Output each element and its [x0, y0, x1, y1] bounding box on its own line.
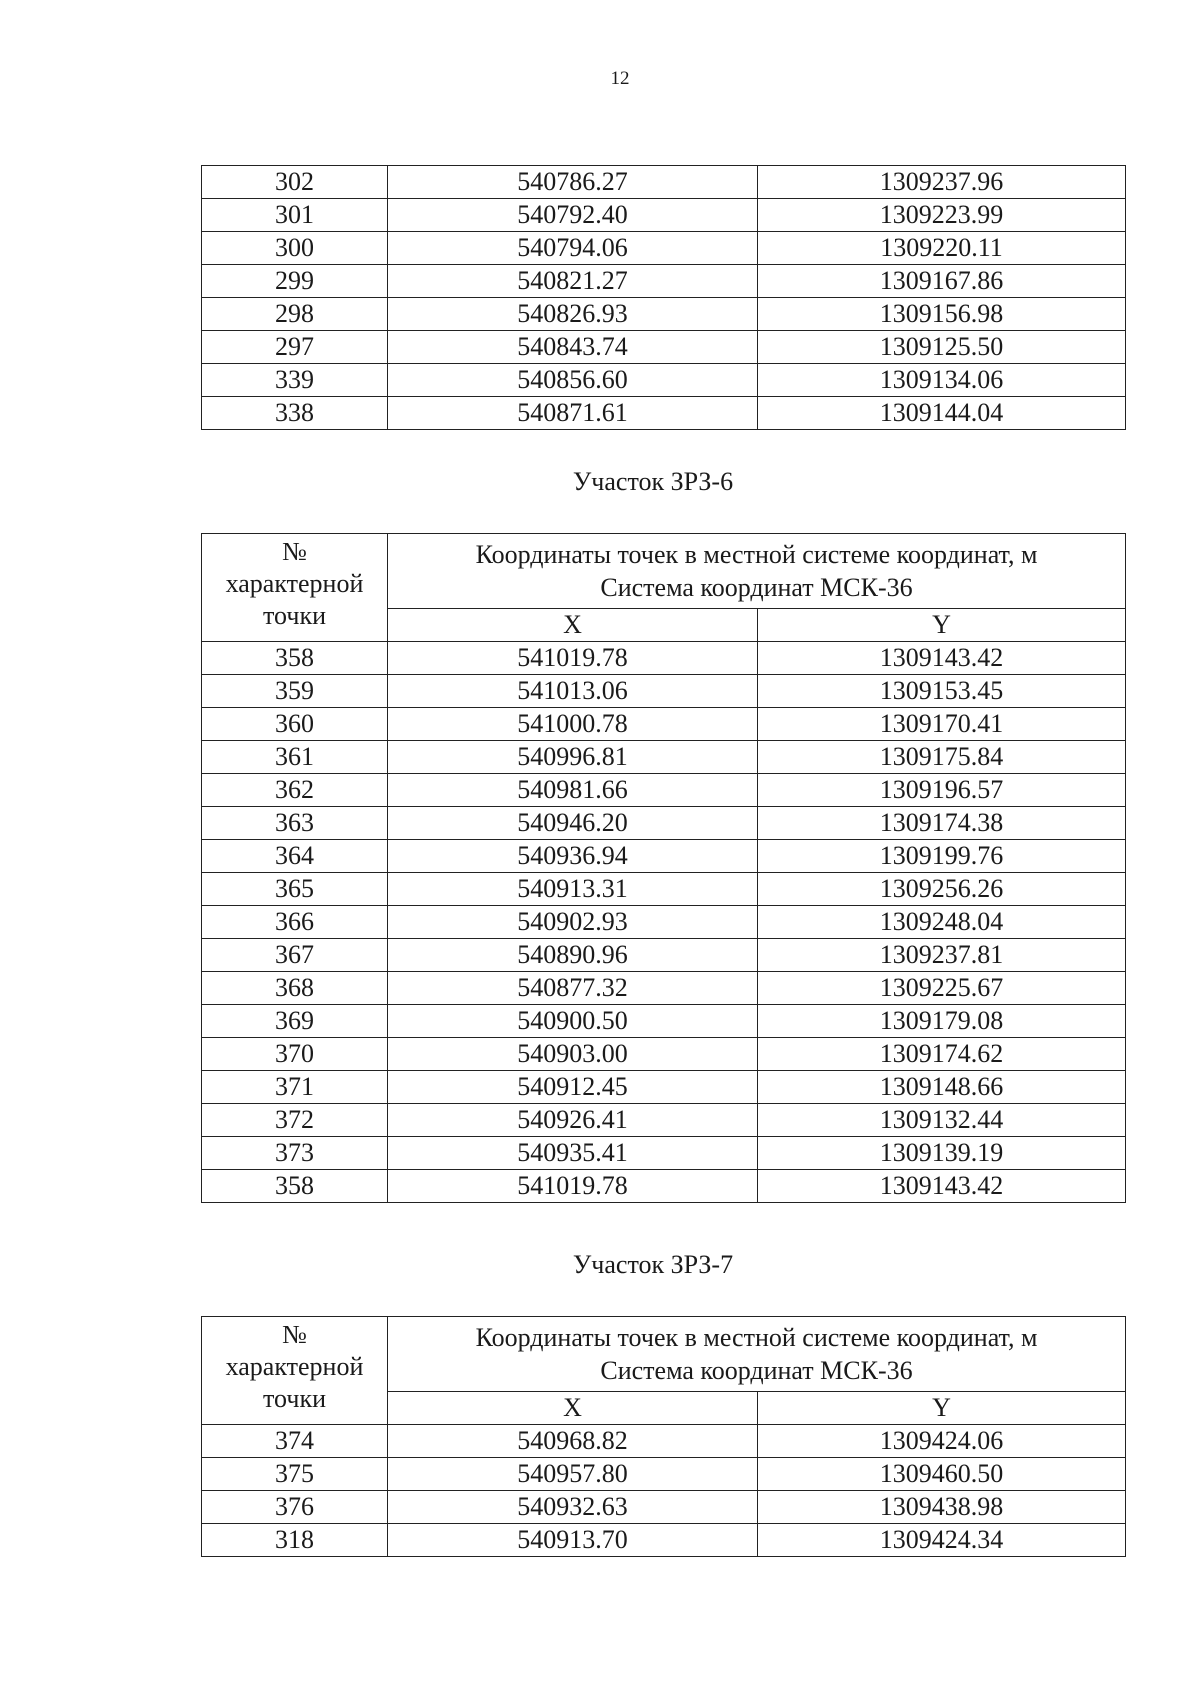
x-coordinate-cell: 540996.81: [388, 741, 758, 774]
x-coordinate-cell: 540900.50: [388, 1005, 758, 1038]
point-number-cell: 366: [202, 906, 388, 939]
point-number-cell: 367: [202, 939, 388, 972]
header-line: Координаты точек в местной системе координат, м: [475, 540, 1038, 569]
y-coordinate-cell: 1309196.57: [758, 774, 1126, 807]
x-coordinate-cell: 540902.93: [388, 906, 758, 939]
x-coordinate-cell: 540821.27: [388, 265, 758, 298]
x-coordinate-cell: 540877.32: [388, 972, 758, 1005]
y-coordinate-cell: 1309424.34: [758, 1524, 1126, 1557]
table-row: [202, 708, 1126, 741]
table-row: [202, 939, 1126, 972]
point-number-cell: 369: [202, 1005, 388, 1038]
x-coordinate-cell: 540957.80: [388, 1458, 758, 1491]
y-coordinate-cell: 1309170.41: [758, 708, 1126, 741]
x-coordinate-cell: 540826.93: [388, 298, 758, 331]
table-row: [202, 1170, 1126, 1203]
y-coordinate-cell: 1309144.04: [758, 397, 1126, 430]
y-coordinate-cell: 1309148.66: [758, 1071, 1126, 1104]
point-number-cell: 374: [202, 1425, 388, 1458]
y-coordinate-cell: 1309256.26: [758, 873, 1126, 906]
y-column-header: Y: [758, 1392, 1126, 1425]
y-coordinate-cell: 1309199.76: [758, 840, 1126, 873]
header-line: Система координат МСК-36: [600, 573, 913, 602]
point-number-cell: 376: [202, 1491, 388, 1524]
x-coordinate-cell: 541013.06: [388, 675, 758, 708]
table-body: [202, 642, 1126, 1203]
table-row: [202, 265, 1126, 298]
point-number-header: [202, 534, 388, 642]
x-column-header: X: [388, 1392, 758, 1425]
table-header-row: [202, 534, 1126, 609]
point-number-cell: 375: [202, 1458, 388, 1491]
y-coordinate-cell: 1309174.38: [758, 807, 1126, 840]
point-number-cell: 371: [202, 1071, 388, 1104]
x-coordinate-cell: 540843.74: [388, 331, 758, 364]
table-row: [202, 199, 1126, 232]
x-coordinate-cell: 540792.40: [388, 199, 758, 232]
header-line: характерной: [225, 569, 364, 598]
x-coordinate-cell: 540871.61: [388, 397, 758, 430]
y-coordinate-cell: 1309167.86: [758, 265, 1126, 298]
table-row: [202, 906, 1126, 939]
table-row: [202, 1458, 1126, 1491]
table-body: [202, 1425, 1126, 1557]
coordinates-table-zrz6: [201, 533, 1126, 1203]
x-coordinate-cell: 540935.41: [388, 1137, 758, 1170]
point-number-cell: 358: [202, 1170, 388, 1203]
table-row: [202, 232, 1126, 265]
point-number-cell: 298: [202, 298, 388, 331]
x-coordinate-cell: 540913.31: [388, 873, 758, 906]
table-row: [202, 166, 1126, 199]
coordinates-table-zrz7: [201, 1316, 1126, 1557]
table-row: [202, 1491, 1126, 1524]
x-coordinate-cell: 540913.70: [388, 1524, 758, 1557]
point-number-cell: 362: [202, 774, 388, 807]
y-column-header: Y: [758, 609, 1126, 642]
y-coordinate-cell: 1309424.06: [758, 1425, 1126, 1458]
x-coordinate-cell: 540936.94: [388, 840, 758, 873]
header-line: №: [282, 1320, 307, 1349]
x-coordinate-cell: 540912.45: [388, 1071, 758, 1104]
x-coordinate-cell: 540786.27: [388, 166, 758, 199]
point-number-cell: 297: [202, 331, 388, 364]
y-coordinate-cell: 1309220.11: [758, 232, 1126, 265]
coordinates-table-continued: [201, 165, 1126, 430]
table-row: [202, 1071, 1126, 1104]
x-coordinate-cell: 541019.78: [388, 642, 758, 675]
x-coordinate-cell: 541019.78: [388, 1170, 758, 1203]
x-coordinate-cell: 540968.82: [388, 1425, 758, 1458]
y-coordinate-cell: 1309248.04: [758, 906, 1126, 939]
x-coordinate-cell: 540903.00: [388, 1038, 758, 1071]
table-row: [202, 1137, 1126, 1170]
point-number-cell: 370: [202, 1038, 388, 1071]
table-header-row: [202, 1317, 1126, 1392]
table-row: [202, 1524, 1126, 1557]
header-line: характерной: [225, 1352, 364, 1381]
section-title-zrz6: Участок ЗРЗ-6: [572, 467, 734, 496]
point-number-cell: 365: [202, 873, 388, 906]
point-number-cell: 302: [202, 166, 388, 199]
x-coordinate-cell: 540932.63: [388, 1491, 758, 1524]
point-number-cell: 368: [202, 972, 388, 1005]
point-number-cell: 339: [202, 364, 388, 397]
table-row: [202, 1038, 1126, 1071]
x-coordinate-cell: 540856.60: [388, 364, 758, 397]
point-number-cell: 318: [202, 1524, 388, 1557]
y-coordinate-cell: 1309143.42: [758, 642, 1126, 675]
page-number: 12: [610, 68, 630, 89]
y-coordinate-cell: 1309179.08: [758, 1005, 1126, 1038]
point-number-cell: 358: [202, 642, 388, 675]
point-number-cell: 300: [202, 232, 388, 265]
table-row: [202, 774, 1126, 807]
point-number-cell: 359: [202, 675, 388, 708]
x-coordinate-cell: 540794.06: [388, 232, 758, 265]
point-number-cell: 372: [202, 1104, 388, 1137]
y-coordinate-cell: 1309223.99: [758, 199, 1126, 232]
table-row: [202, 364, 1126, 397]
table-row: [202, 675, 1126, 708]
point-number-cell: 361: [202, 741, 388, 774]
section-title-zrz7: Участок ЗРЗ-7: [572, 1250, 734, 1279]
table-row: [202, 840, 1126, 873]
table-row: [202, 807, 1126, 840]
table-row: [202, 397, 1126, 430]
header-line: №: [282, 537, 307, 566]
y-coordinate-cell: 1309438.98: [758, 1491, 1126, 1524]
coordinates-header: [388, 1317, 1126, 1392]
table-row: [202, 873, 1126, 906]
y-coordinate-cell: 1309225.67: [758, 972, 1126, 1005]
point-number-cell: 338: [202, 397, 388, 430]
table-row: [202, 1425, 1126, 1458]
table-row: [202, 972, 1126, 1005]
table-row: [202, 1005, 1126, 1038]
header-line: Координаты точек в местной системе координат, м: [475, 1323, 1038, 1352]
y-coordinate-cell: 1309175.84: [758, 741, 1126, 774]
table-body: [202, 166, 1126, 430]
point-number-cell: 299: [202, 265, 388, 298]
y-coordinate-cell: 1309134.06: [758, 364, 1126, 397]
x-column-header: X: [388, 609, 758, 642]
x-coordinate-cell: 540981.66: [388, 774, 758, 807]
y-coordinate-cell: 1309125.50: [758, 331, 1126, 364]
y-coordinate-cell: 1309237.81: [758, 939, 1126, 972]
y-coordinate-cell: 1309139.19: [758, 1137, 1126, 1170]
y-coordinate-cell: 1309174.62: [758, 1038, 1126, 1071]
x-coordinate-cell: 540890.96: [388, 939, 758, 972]
y-coordinate-cell: 1309460.50: [758, 1458, 1126, 1491]
y-coordinate-cell: 1309237.96: [758, 166, 1126, 199]
table-row: [202, 331, 1126, 364]
point-number-header: [202, 1317, 388, 1425]
table-row: [202, 642, 1126, 675]
y-coordinate-cell: 1309143.42: [758, 1170, 1126, 1203]
point-number-cell: 301: [202, 199, 388, 232]
x-coordinate-cell: 540926.41: [388, 1104, 758, 1137]
point-number-cell: 363: [202, 807, 388, 840]
y-coordinate-cell: 1309132.44: [758, 1104, 1126, 1137]
header-line: точки: [263, 1384, 326, 1413]
header-line: Система координат МСК-36: [600, 1356, 913, 1385]
header-line: точки: [263, 601, 326, 630]
table-row: [202, 1104, 1126, 1137]
point-number-cell: 360: [202, 708, 388, 741]
y-coordinate-cell: 1309153.45: [758, 675, 1126, 708]
point-number-cell: 364: [202, 840, 388, 873]
coordinates-header: [388, 534, 1126, 609]
x-coordinate-cell: 541000.78: [388, 708, 758, 741]
table-row: [202, 298, 1126, 331]
x-coordinate-cell: 540946.20: [388, 807, 758, 840]
y-coordinate-cell: 1309156.98: [758, 298, 1126, 331]
table-row: [202, 741, 1126, 774]
point-number-cell: 373: [202, 1137, 388, 1170]
